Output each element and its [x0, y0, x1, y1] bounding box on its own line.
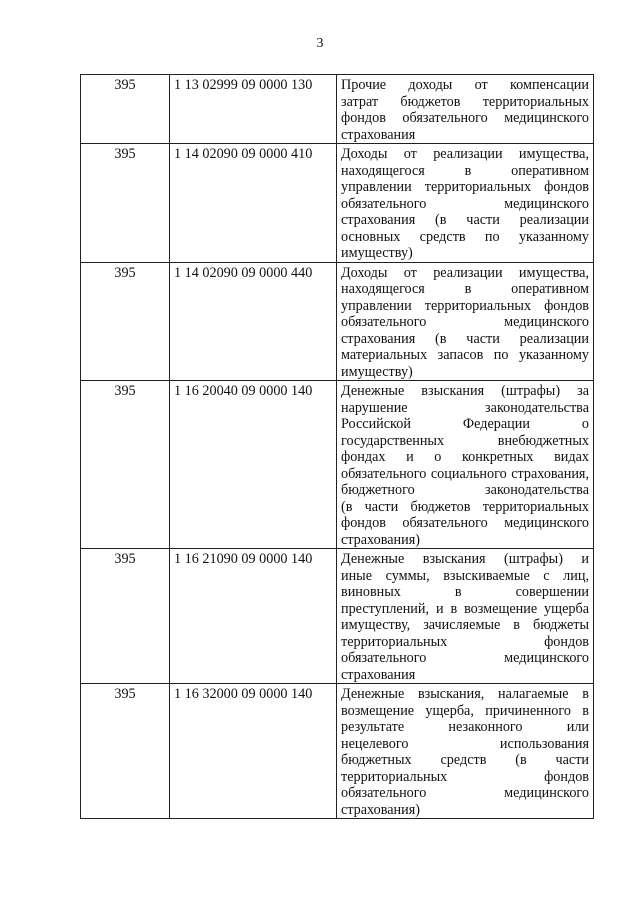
table-row — [81, 75, 594, 144]
table-row — [81, 549, 594, 684]
description-line: территориальных фондов — [341, 768, 589, 785]
description-cell — [337, 144, 594, 263]
table-row — [81, 262, 594, 381]
description-line: имуществу, зачисляемые в бюджеты — [341, 617, 589, 633]
description-line: управлении территориальных фондов — [341, 179, 589, 195]
description-line: страхования) — [341, 801, 420, 818]
description-line: Денежные взыскания (штрафы) и — [341, 551, 589, 567]
description-cell — [337, 262, 594, 381]
description-cell — [337, 381, 594, 549]
description-line: обязательного медицинского — [341, 650, 589, 666]
description-line: материальных запасов по указанному — [341, 347, 589, 363]
description-line: обязательного медицинского — [341, 195, 589, 212]
description-line: страхования (в части реализации — [341, 212, 589, 228]
description-line: обязательного социального страхования, — [341, 465, 589, 482]
description-line: имуществу) — [341, 245, 413, 261]
description-line: возмещение ущерба, причиненного в — [341, 702, 589, 719]
table-row — [81, 381, 594, 549]
description-line: имуществу) — [341, 363, 413, 380]
table-row — [81, 684, 594, 819]
description-line: виновных в совершении — [341, 584, 589, 600]
description-line: Денежные взыскания, налагаемые в — [341, 686, 589, 702]
admin-code-cell: 395 — [81, 75, 170, 144]
description-cell — [337, 549, 594, 684]
kbk-code-cell: 1 16 32000 09 0000 140 — [170, 684, 337, 819]
description-line: Денежные взыскания (штрафы) за — [341, 383, 589, 399]
description-line: Российской Федерации о — [341, 416, 589, 432]
admin-code-cell: 395 — [81, 262, 170, 381]
description-line: бюджетных средств (в части — [341, 752, 589, 768]
description-line: фондах и о конкретных видах — [341, 449, 589, 465]
kbk-code-cell: 1 14 02090 09 0000 410 — [170, 144, 337, 263]
admin-code-cell: 395 — [81, 144, 170, 263]
description-line: Доходы от реализации имущества, — [341, 146, 589, 162]
description-cell — [337, 75, 594, 144]
kbk-code-cell: 1 16 20040 09 0000 140 — [170, 381, 337, 549]
kbk-code-cell: 1 13 02999 09 0000 130 — [170, 75, 337, 144]
description-line: Прочие доходы от компенсации — [341, 77, 589, 93]
description-line: Доходы от реализации имущества, — [341, 264, 589, 281]
page-number: 3 — [316, 36, 324, 51]
admin-code-cell: 395 — [81, 381, 170, 549]
revenue-codes-table — [80, 74, 594, 819]
description-line: фондов обязательного медицинского — [341, 110, 589, 126]
table-body — [81, 75, 594, 819]
description-line: управлении территориальных фондов — [341, 297, 589, 314]
description-line: находящегося в оперативном — [341, 281, 589, 297]
kbk-code-cell: 1 14 02090 09 0000 440 — [170, 262, 337, 381]
description-line: преступлений, и в возмещение ущерба — [341, 600, 589, 617]
description-line: фондов обязательного медицинского — [341, 515, 589, 531]
table-row — [81, 144, 594, 263]
admin-code-cell: 395 — [81, 684, 170, 819]
description-line: бюджетного законодательства — [341, 482, 589, 498]
description-line: страхования — [341, 126, 416, 143]
description-line: обязательного медицинского — [341, 785, 589, 801]
description-line: результате незаконного или — [341, 719, 589, 735]
description-line: находящегося в оперативном — [341, 162, 589, 179]
description-line: нарушение законодательства — [341, 399, 589, 416]
description-line: государственных внебюджетных — [341, 432, 589, 449]
description-line: нецелевого использования — [341, 735, 589, 752]
admin-code-cell: 395 — [81, 549, 170, 684]
description-line: страхования — [341, 666, 416, 683]
description-line: страхования) — [341, 531, 420, 548]
description-line: затрат бюджетов территориальных — [341, 93, 589, 110]
description-line: основных средств по указанному — [341, 228, 589, 245]
description-line: обязательного медицинского — [341, 314, 589, 330]
description-line: иные суммы, взыскиваемые с лиц, — [341, 567, 589, 584]
kbk-code-cell: 1 16 21090 09 0000 140 — [170, 549, 337, 684]
description-cell — [337, 684, 594, 819]
description-line: территориальных фондов — [341, 633, 589, 650]
description-line: страхования (в части реализации — [341, 330, 589, 347]
description-line: (в части бюджетов территориальных — [341, 498, 589, 515]
